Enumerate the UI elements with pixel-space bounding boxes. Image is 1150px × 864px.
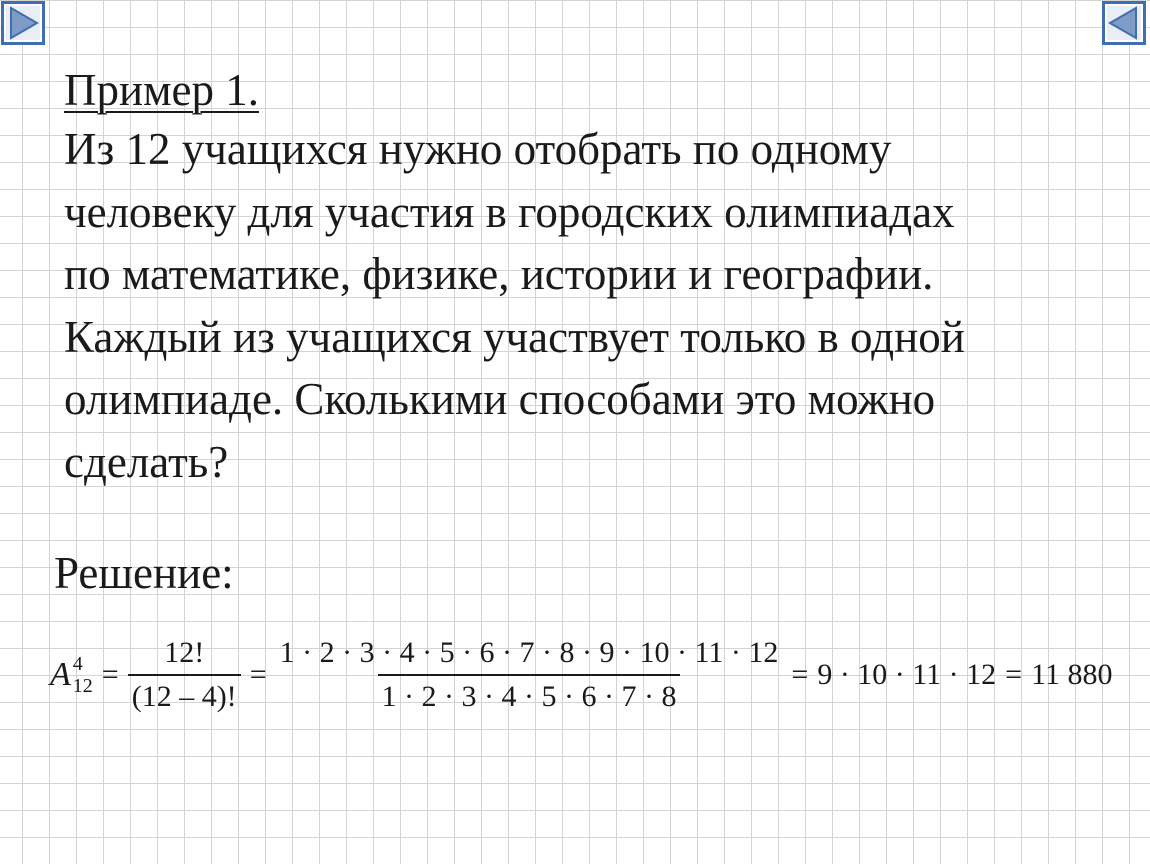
problem-line: по математике, физике, истории и географии. xyxy=(64,249,934,299)
arrangement-symbol xyxy=(50,653,93,697)
solution-formula xyxy=(50,636,1112,714)
problem-line: Каждый из учащихся участвует только в одной xyxy=(64,311,965,362)
fraction-denominator: (12 – 4)! xyxy=(128,674,241,714)
fraction-numerator: 12! xyxy=(164,636,205,669)
play-left-icon xyxy=(1105,4,1143,42)
equals-sign: = xyxy=(101,658,119,691)
problem-line: сделать? xyxy=(64,436,229,487)
play-right-icon xyxy=(4,4,42,42)
problem-line: Из 12 учащихся нужно отобрать по одному xyxy=(64,124,892,174)
solution-label: Решение: xyxy=(54,548,234,598)
previous-slide-button[interactable] xyxy=(1102,1,1146,45)
subscript: 12 xyxy=(72,675,93,697)
product-fraction xyxy=(276,636,783,714)
problem-line: олимпиаде. Сколькими способами это можно xyxy=(64,374,936,424)
problem-line: человеку для участия в городских олимпиадах xyxy=(64,186,955,237)
reduced-product: 9 · 10 · 11 · 12 xyxy=(817,658,997,691)
equals-sign: = xyxy=(791,658,809,691)
symbol-scripts xyxy=(73,653,93,697)
superscript: 4 xyxy=(72,653,83,675)
final-result: 11 880 xyxy=(1031,658,1113,691)
fraction-denominator: 1 · 2 · 3 · 4 · 5 · 6 · 7 · 8 xyxy=(378,674,681,714)
problem-statement xyxy=(64,118,965,493)
next-slide-button[interactable] xyxy=(1,1,45,45)
equals-sign: = xyxy=(1005,658,1023,691)
symbol-letter: A xyxy=(50,656,71,693)
example-title: Пример 1. xyxy=(64,65,260,115)
equals-sign: = xyxy=(249,658,267,691)
factorial-fraction xyxy=(128,636,241,714)
fraction-numerator: 1 · 2 · 3 · 4 · 5 · 6 · 7 · 8 · 9 · 10 · 11 · 12 xyxy=(279,636,779,669)
